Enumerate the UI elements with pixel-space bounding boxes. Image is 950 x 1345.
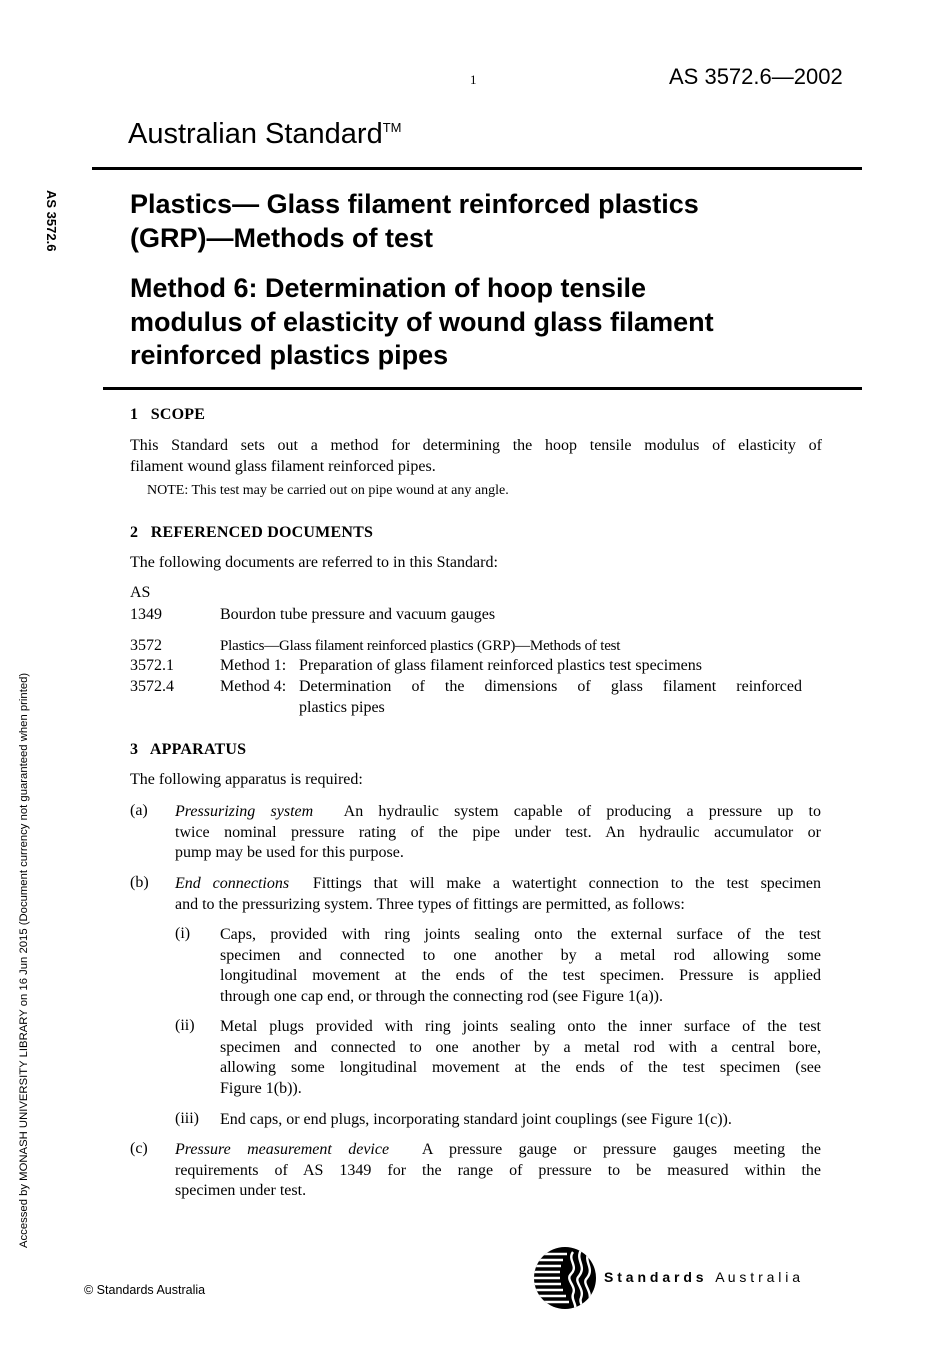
title-line-2: (GRP)—Methods of test — [130, 223, 433, 253]
item-c-line-1 — [175, 1140, 821, 1161]
method-title-line-3: reinforced plastics pipes — [130, 340, 449, 370]
references-intro: The following documents are referred to in this Standard: — [130, 554, 498, 571]
reference-method: Method 1: — [220, 657, 287, 674]
reference-description-line-1: Determination of the dimensions of glass filament reinforced — [299, 678, 802, 695]
reference-code: 3572.1 — [130, 657, 174, 674]
reference-row — [130, 656, 802, 677]
top-rule — [92, 167, 862, 170]
scope-note: NOTE: This test may be carried out on pipe wound at any angle. — [147, 483, 509, 498]
scope-line-1: This Standard sets out a method for determining the hoop tensile modulus of elasticity of — [130, 437, 822, 454]
designation: AS 3572.6—2002 — [669, 64, 843, 89]
brand-name — [604, 1269, 800, 1285]
item-b-term: End connections — [175, 875, 290, 892]
sub-i-line-1: Caps, provided with ring joints sealing onto the external surface of the test — [220, 926, 821, 943]
sub-ii-line-4: Figure 1(b)). — [220, 1079, 302, 1097]
spine-code: AS 3572.6 — [44, 190, 59, 252]
standard-label-text: Australian Standard — [128, 118, 383, 150]
reference-row — [130, 677, 802, 719]
apparatus-intro: The following apparatus is required: — [130, 771, 363, 788]
item-b-line-1 — [175, 874, 821, 895]
sub-item-label-i: (i) — [175, 925, 191, 942]
references-heading: 2 REFERENCED DOCUMENTS — [130, 524, 374, 541]
method-title-line-1: Method 6: Determination of hoop tensile — [130, 273, 647, 303]
sub-item-text-iii — [220, 1110, 821, 1131]
reference-code: 3572 — [130, 637, 162, 654]
item-label-c: (c) — [130, 1140, 148, 1157]
sub-item-text-i — [220, 925, 821, 1007]
references-series: AS — [130, 584, 151, 601]
reference-method: Method 4: — [220, 678, 287, 695]
sub-ii-line-2: specimen and connected to one another by a metal rod with a central bore, — [220, 1038, 821, 1056]
reference-row — [130, 605, 802, 626]
sub-i-line-3: longitudinal movement at the ends of the test specimen. Pressure is applied — [220, 967, 821, 984]
item-a-line-1-text: An hydraulic system capable of producing a pressure up to — [343, 803, 821, 820]
brand-australia: A u s t r a l i a — [715, 1269, 801, 1285]
scope-line-2: filament wound glass filament reinforced pipes. — [130, 457, 436, 475]
reference-code: 1349 — [130, 606, 162, 623]
item-text-a — [175, 802, 821, 864]
reference-code: 3572.4 — [130, 678, 174, 695]
item-c-term: Pressure measurement device — [175, 1141, 390, 1158]
item-text-c — [175, 1140, 821, 1202]
item-c-line-3: specimen under test. — [175, 1182, 307, 1199]
reference-description-line-2: plastics pipes — [299, 698, 385, 716]
page-number: 1 — [470, 72, 477, 87]
method-title-line-2: modulus of elasticity of wound glass filament — [130, 306, 714, 337]
sub-ii-line-1: Metal plugs provided with ring joints sealing onto the inner surface of the test — [220, 1018, 821, 1035]
scope-heading: 1 SCOPE — [130, 406, 206, 423]
item-label-a: (a) — [130, 802, 148, 819]
scope-text — [130, 436, 822, 477]
sub-item-label-iii: (iii) — [175, 1110, 199, 1127]
brand-standards: S t a n d a r d s — [604, 1269, 704, 1285]
item-a-line-1 — [175, 802, 821, 823]
item-a-term: Pressurizing system — [175, 803, 314, 820]
item-c-line-2: requirements of AS 1349 for the range of pressure to be measured within the — [175, 1161, 821, 1179]
sub-iii-line-1: End caps, or end plugs, incorporating standard joint couplings (see Figure 1(c)). — [220, 1111, 732, 1128]
title-rule — [103, 387, 862, 390]
trademark: TM — [382, 120, 402, 135]
sub-i-line-2: specimen and connected to one another by a metal rod allowing some — [220, 946, 821, 964]
item-b-line-1-text: Fittings that will make a watertight connection to the test specimen — [312, 875, 822, 892]
item-text-b — [175, 874, 821, 915]
title-line-1: Plastics— Glass filament reinforced plastics — [130, 189, 699, 219]
sub-item-text-ii — [220, 1017, 821, 1099]
reference-description: Preparation of glass filament reinforced plastics test specimens — [299, 657, 702, 674]
reference-title: Plastics—Glass filament reinforced plastics (GRP)—Methods of test — [220, 638, 621, 654]
item-b-line-2: and to the pressurizing system. Three types of fittings are permitted, as follows: — [175, 895, 685, 913]
item-a-line-2: twice nominal pressure rating of the pipe under test. An hydraulic accumulator or — [175, 823, 821, 841]
apparatus-heading: 3 APPARATUS — [130, 741, 247, 758]
sub-item-label-ii: (ii) — [175, 1017, 195, 1034]
standards-australia-logo-icon — [533, 1246, 601, 1310]
sub-i-line-4: through one cap end, or through the connecting rod (see Figure 1(a)). — [220, 987, 663, 1005]
access-notice: Accessed by MONASH UNIVERSITY LIBRARY on 16 Jun 2015 (Document currency not guaranteed when printed) — [18, 672, 30, 1248]
copyright: © Standards Australia — [84, 1283, 206, 1297]
standard-label — [128, 118, 402, 151]
reference-row — [130, 636, 802, 657]
reference-description — [299, 677, 802, 718]
sub-ii-line-3: allowing some longitudinal movement at the ends of the test specimen (see — [220, 1059, 821, 1076]
item-a-line-3: pump may be used for this purpose. — [175, 844, 404, 861]
item-c-line-1-text: A pressure gauge or pressure gauges meeting the — [421, 1141, 822, 1158]
item-label-b: (b) — [130, 874, 149, 891]
reference-title: Bourdon tube pressure and vacuum gauges — [220, 606, 496, 623]
method-title — [130, 272, 714, 373]
document-title — [130, 187, 699, 255]
